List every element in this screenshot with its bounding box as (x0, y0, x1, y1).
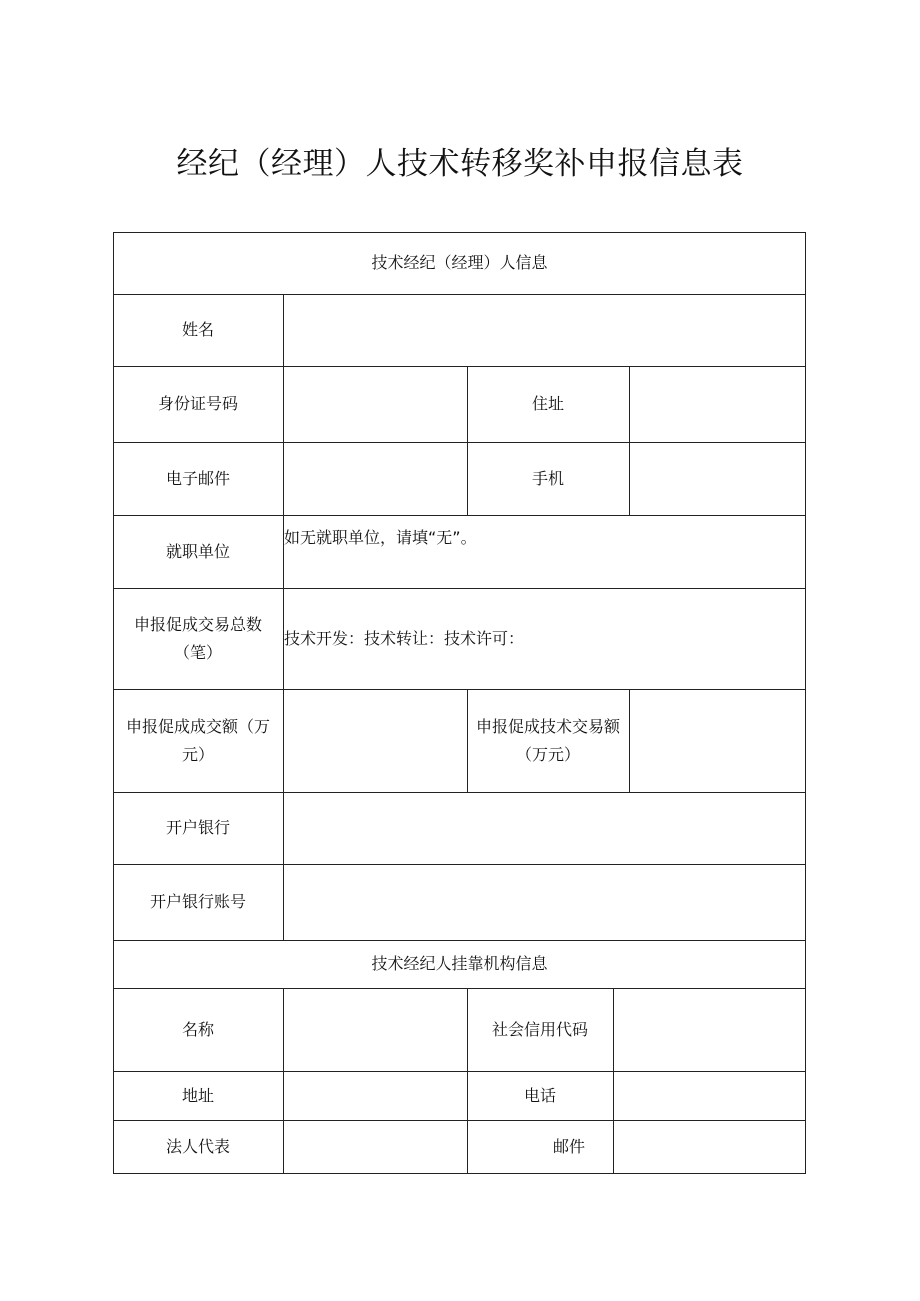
deal-count-label-line1: 申报促成交易总数 (133, 614, 262, 634)
address-label: 住址 (531, 394, 564, 413)
section-heading-org-info: 技术经纪人挂靠机构信息 (371, 954, 548, 973)
mobile-label: 手机 (531, 468, 564, 488)
tech-amount-label (467, 689, 629, 792)
email-label: 电子邮件 (165, 468, 230, 488)
address-field[interactable] (630, 367, 805, 442)
bank-account-field[interactable] (284, 865, 805, 940)
email-field[interactable] (284, 443, 467, 515)
mobile-field[interactable] (630, 443, 805, 515)
id-number-label: 身份证号码 (157, 394, 238, 413)
table-border-right (805, 232, 806, 1174)
section-heading-broker-info: 技术经纪（经理）人信息 (371, 253, 548, 272)
deal-amount-label-line2: 元） (181, 744, 214, 764)
deal-amount-label (113, 689, 283, 792)
tech-amount-field[interactable] (630, 690, 805, 792)
org-phone-label: 电话 (523, 1085, 556, 1105)
credit-code-label: 社会信用代码 (491, 1019, 588, 1039)
tech-amount-label-line1: 申报促成技术交易额 (475, 716, 620, 736)
org-name-label: 名称 (181, 1019, 214, 1039)
employer-label: 就职单位 (165, 541, 230, 561)
table-border-bottom (113, 1173, 806, 1174)
org-email-label: 邮件 (552, 1136, 585, 1156)
org-name-field[interactable] (284, 989, 467, 1071)
tech-amount-label-line2: （万元） (515, 744, 580, 764)
id-number-field[interactable] (284, 367, 467, 442)
org-address-label: 地址 (181, 1085, 214, 1105)
name-field[interactable] (284, 295, 805, 366)
employer-field[interactable]: 如无就职单位，请填“无”。 (284, 528, 477, 547)
legal-rep-field[interactable] (284, 1121, 467, 1173)
deal-amount-label-line1: 申报促成成交额（万 (125, 716, 270, 736)
org-address-field[interactable] (284, 1072, 467, 1120)
bank-account-label: 开户银行账号 (149, 892, 246, 911)
page-title: 经纪（经理）人技术转移奖补申报信息表 (176, 146, 744, 182)
org-email-field[interactable] (614, 1121, 805, 1173)
name-label: 姓名 (181, 320, 214, 339)
deal-count-label (113, 588, 283, 689)
bank-label: 开户银行 (165, 818, 230, 837)
deal-count-field[interactable]: 技术开发：技术转让：技术许可： (284, 628, 525, 648)
credit-code-field[interactable] (614, 989, 805, 1071)
org-phone-field[interactable] (614, 1072, 805, 1120)
legal-rep-label: 法人代表 (165, 1136, 230, 1156)
bank-field[interactable] (284, 793, 805, 864)
deal-count-label-line2: （笔） (173, 642, 222, 662)
deal-amount-field[interactable] (284, 690, 467, 792)
